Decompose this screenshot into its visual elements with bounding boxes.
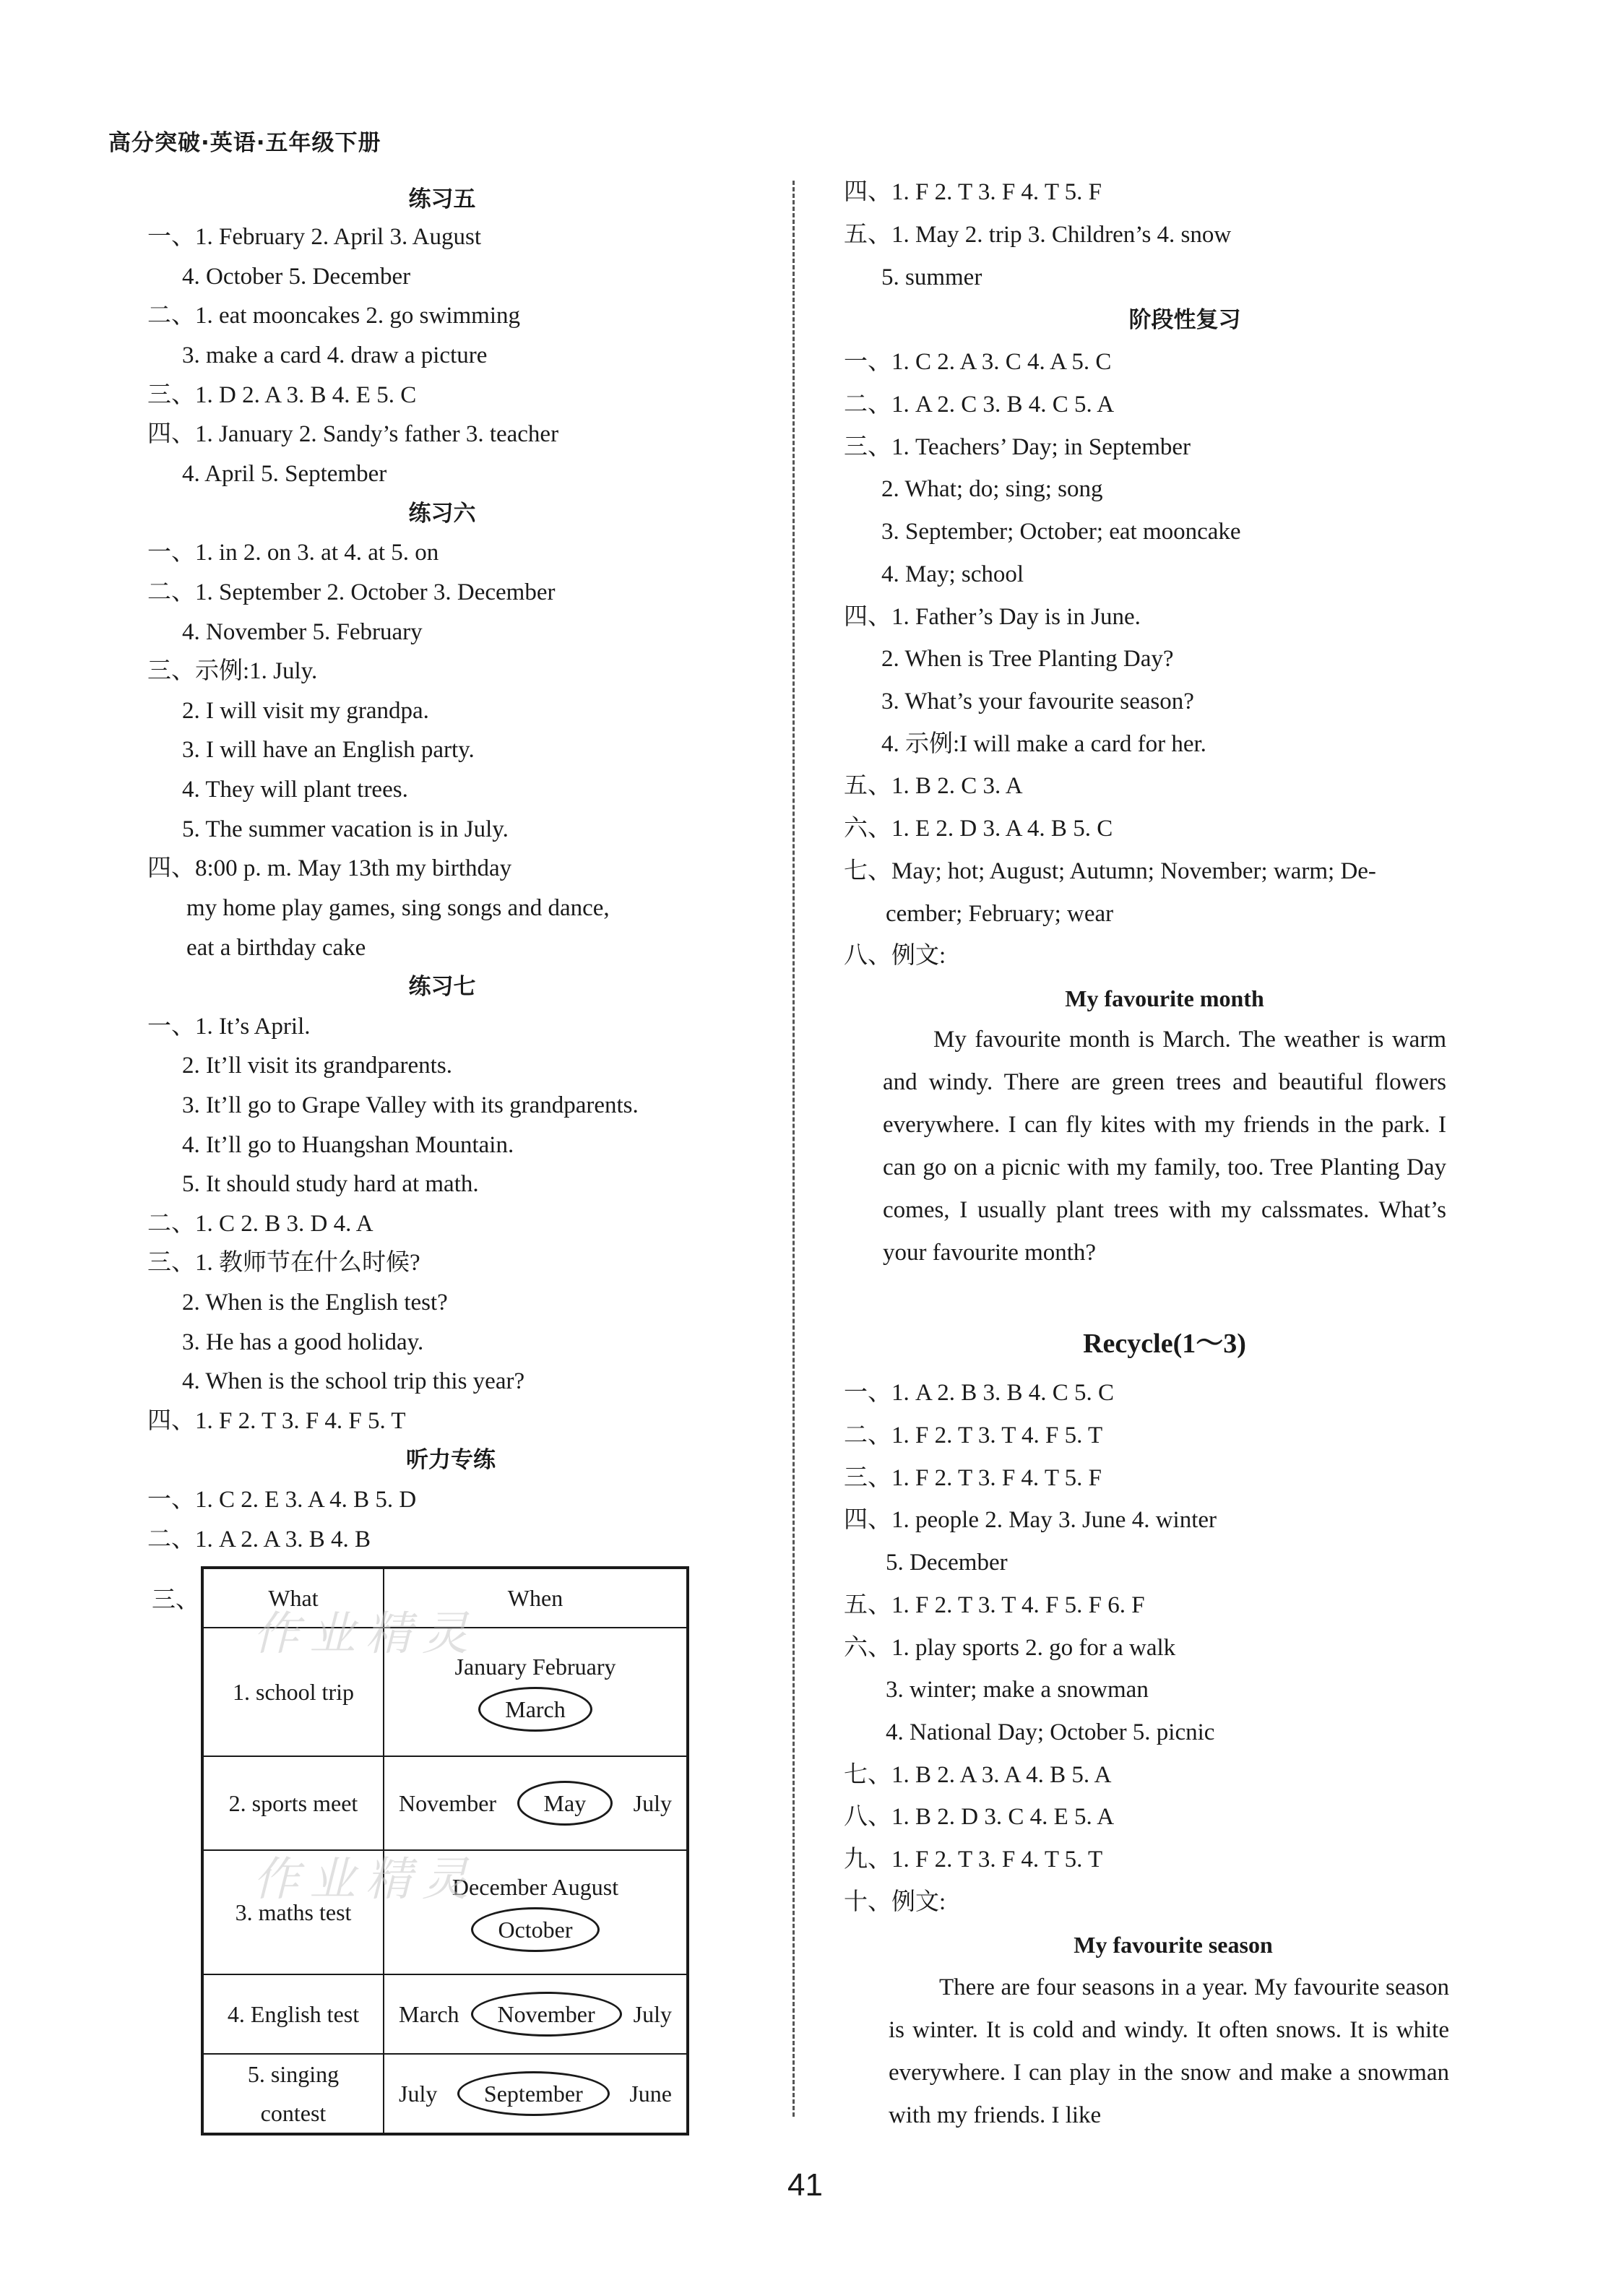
answer-line: 九、1. F 2. T 3. F 4. T 5. T bbox=[844, 1847, 1103, 1873]
table-section-label: 三、 bbox=[152, 1587, 199, 1613]
section-title: My favourite season bbox=[1074, 1932, 1273, 1958]
answer-line: 六、1. play sports 2. go for a walk bbox=[844, 1635, 1176, 1661]
answer-line: 三、1. D 2. A 3. B 4. E 5. C bbox=[147, 382, 417, 408]
answer-line: 一、1. C 2. A 3. C 4. A 5. C bbox=[844, 349, 1112, 375]
event-name: 4. English test bbox=[202, 1974, 384, 2054]
section-title: 练习五 bbox=[408, 186, 476, 212]
section-title: 练习七 bbox=[408, 974, 476, 1000]
month-option: July bbox=[633, 1789, 672, 1816]
section-title: 练习六 bbox=[408, 501, 476, 527]
month-option: November bbox=[399, 1789, 497, 1816]
table-header-when: When bbox=[384, 1568, 688, 1628]
answer-line: 二、1. A 2. C 3. B 4. C 5. A bbox=[844, 392, 1115, 418]
section-title: My favourite month bbox=[1065, 985, 1264, 1011]
table-row bbox=[202, 1974, 688, 2054]
answer-line: 五、1. F 2. T 3. T 4. F 5. F 6. F bbox=[844, 1592, 1145, 1618]
answer-line: 三、示例:1. July. bbox=[147, 658, 318, 684]
circled-month: November bbox=[471, 1992, 622, 2037]
event-month-options bbox=[384, 1974, 688, 2054]
answer-line: 4. November 5. February bbox=[182, 619, 423, 645]
table-header-what: What bbox=[202, 1568, 384, 1628]
event-month-options bbox=[384, 2054, 688, 2134]
answer-line: 2. When is the English test? bbox=[182, 1290, 448, 1316]
answer-line: 3. make a card 4. draw a picture bbox=[182, 342, 488, 368]
answer-line: 四、8:00 p. m. May 13th my birthday bbox=[147, 855, 512, 881]
month-options: January February bbox=[454, 1654, 616, 1680]
section-title: 阶段性复习 bbox=[1128, 307, 1241, 333]
page-number: 41 bbox=[787, 2167, 823, 2203]
table-row bbox=[202, 2054, 688, 2134]
month-options: December August bbox=[452, 1874, 619, 1900]
answer-line: 一、1. C 2. E 3. A 4. B 5. D bbox=[147, 1487, 417, 1513]
circled-month: September bbox=[457, 2071, 610, 2116]
answer-line: 七、1. B 2. A 3. A 4. B 5. A bbox=[844, 1762, 1112, 1788]
answer-line: 一、1. in 2. on 3. at 4. at 5. on bbox=[147, 540, 439, 566]
event-name: 1. school trip bbox=[202, 1628, 384, 1756]
answer-line: 2. I will visit my grandpa. bbox=[182, 698, 429, 724]
answer-line: 2. What; do; sing; song bbox=[881, 476, 1103, 502]
event-name: 2. sports meet bbox=[202, 1756, 384, 1850]
month-option: July bbox=[399, 2080, 438, 2107]
answer-line: 三、1. 教师节在什么时候? bbox=[147, 1250, 420, 1276]
answer-line: 二、1. C 2. B 3. D 4. A bbox=[147, 1211, 373, 1237]
answer-line: 5. The summer vacation is in July. bbox=[182, 816, 509, 842]
answer-line: 三、1. Teachers’ Day; in September bbox=[844, 434, 1191, 460]
circled-month: May bbox=[517, 1781, 613, 1826]
answer-line: 十、例文: bbox=[844, 1889, 946, 1915]
answer-line: 4. October 5. December bbox=[182, 264, 411, 290]
answer-line: eat a birthday cake bbox=[186, 935, 366, 961]
circled-month: March bbox=[478, 1687, 592, 1732]
answer-line: 四、1. Father’s Day is in June. bbox=[844, 604, 1141, 630]
answer-line: 4. They will plant trees. bbox=[182, 777, 408, 803]
answer-line: 一、1. February 2. April 3. August bbox=[147, 224, 481, 250]
event-name: 5. singing contest bbox=[202, 2054, 384, 2134]
answer-line: 4. April 5. September bbox=[182, 461, 387, 487]
answer-line: 四、1. F 2. T 3. F 4. F 5. T bbox=[147, 1408, 406, 1434]
answer-line: 5. It should study hard at math. bbox=[182, 1171, 479, 1197]
answer-line: 二、1. eat mooncakes 2. go swimming bbox=[147, 303, 521, 329]
table-row bbox=[202, 1756, 688, 1850]
answer-line: 3. winter; make a snowman bbox=[886, 1677, 1149, 1703]
answer-line: 四、1. F 2. T 3. F 4. T 5. F bbox=[844, 179, 1102, 205]
answer-line: 八、1. B 2. D 3. C 4. E 5. A bbox=[844, 1804, 1115, 1830]
essay-favourite-season: There are four seasons in a year. My favourite season is winter. It is cold and windy. It often snows. It is white everywhere. I can play in the snow and make a snowman with my friends. I like bbox=[889, 1974, 1449, 2128]
answer-line: 4. When is the school trip this year? bbox=[182, 1368, 525, 1394]
month-option: June bbox=[629, 2080, 672, 2107]
section-title: 听力专练 bbox=[406, 1447, 496, 1473]
answer-line: 二、1. A 2. A 3. B 4. B bbox=[147, 1526, 371, 1553]
answer-line: my home play games, sing songs and dance, bbox=[186, 895, 610, 921]
month-option: March bbox=[399, 2000, 459, 2027]
answer-line: 四、1. January 2. Sandy’s father 3. teacher bbox=[147, 421, 559, 447]
answer-line: cember; February; wear bbox=[886, 901, 1114, 927]
month-option: July bbox=[633, 2000, 672, 2027]
answer-line: 3. I will have an English party. bbox=[182, 737, 475, 763]
column-divider bbox=[792, 181, 795, 2117]
answer-line: 四、1. people 2. May 3. June 4. winter bbox=[844, 1507, 1217, 1533]
section-title: Recycle(1～3) bbox=[1083, 1329, 1246, 1359]
watermark-text: 作业精灵 bbox=[253, 1607, 478, 1661]
answer-line: 4. May; school bbox=[881, 561, 1024, 587]
answer-line: 2. When is Tree Planting Day? bbox=[881, 646, 1174, 672]
answer-line: 二、1. September 2. October 3. December bbox=[147, 579, 556, 605]
answer-line: 一、1. It’s April. bbox=[147, 1014, 311, 1040]
essay-favourite-month: My favourite month is March. The weather is warm and windy. There are green trees and beautiful flowers everywhere. I can fly kites with my friends in the park. I can go on a picnic with my family, too. Tree Planting Day comes, I usually plant trees with my calssmates. What’s your favourite month? bbox=[883, 1027, 1446, 1266]
answer-line: 3. It’ll go to Grape Valley with its grandparents. bbox=[182, 1092, 639, 1118]
answer-line: 七、May; hot; August; Autumn; November; warm; De- bbox=[844, 858, 1376, 884]
answer-line: 5. December bbox=[886, 1550, 1008, 1576]
answer-line: 4. It’ll go to Huangshan Mountain. bbox=[182, 1132, 514, 1158]
answer-line: 5. summer bbox=[881, 264, 982, 290]
answer-line: 三、1. F 2. T 3. F 4. T 5. F bbox=[844, 1465, 1102, 1491]
answer-line: 2. It’ll visit its grandparents. bbox=[182, 1053, 452, 1079]
answer-line: 3. What’s your favourite season? bbox=[881, 688, 1194, 714]
answer-line: 一、1. A 2. B 3. B 4. C 5. C bbox=[844, 1380, 1115, 1406]
circled-month: October bbox=[471, 1907, 599, 1952]
event-name: 3. maths test bbox=[202, 1850, 384, 1974]
answer-line: 八、例文: bbox=[844, 943, 946, 969]
answer-line: 3. September; October; eat mooncake bbox=[881, 519, 1241, 545]
answer-line: 4. 示例:I will make a card for her. bbox=[881, 731, 1206, 757]
book-header: 高分突破·英语·五年级下册 bbox=[108, 130, 381, 156]
answer-line: 五、1. B 2. C 3. A bbox=[844, 773, 1023, 799]
answer-line: 五、1. May 2. trip 3. Children’s 4. snow bbox=[844, 222, 1232, 248]
answer-line: 4. National Day; October 5. picnic bbox=[886, 1719, 1215, 1745]
watermark-text: 作业精灵 bbox=[253, 1853, 478, 1906]
answer-line: 二、1. F 2. T 3. T 4. F 5. T bbox=[844, 1422, 1103, 1448]
answer-line: 六、1. E 2. D 3. A 4. B 5. C bbox=[844, 816, 1113, 842]
event-month-options bbox=[384, 1756, 688, 1850]
answer-line: 3. He has a good holiday. bbox=[182, 1329, 424, 1355]
